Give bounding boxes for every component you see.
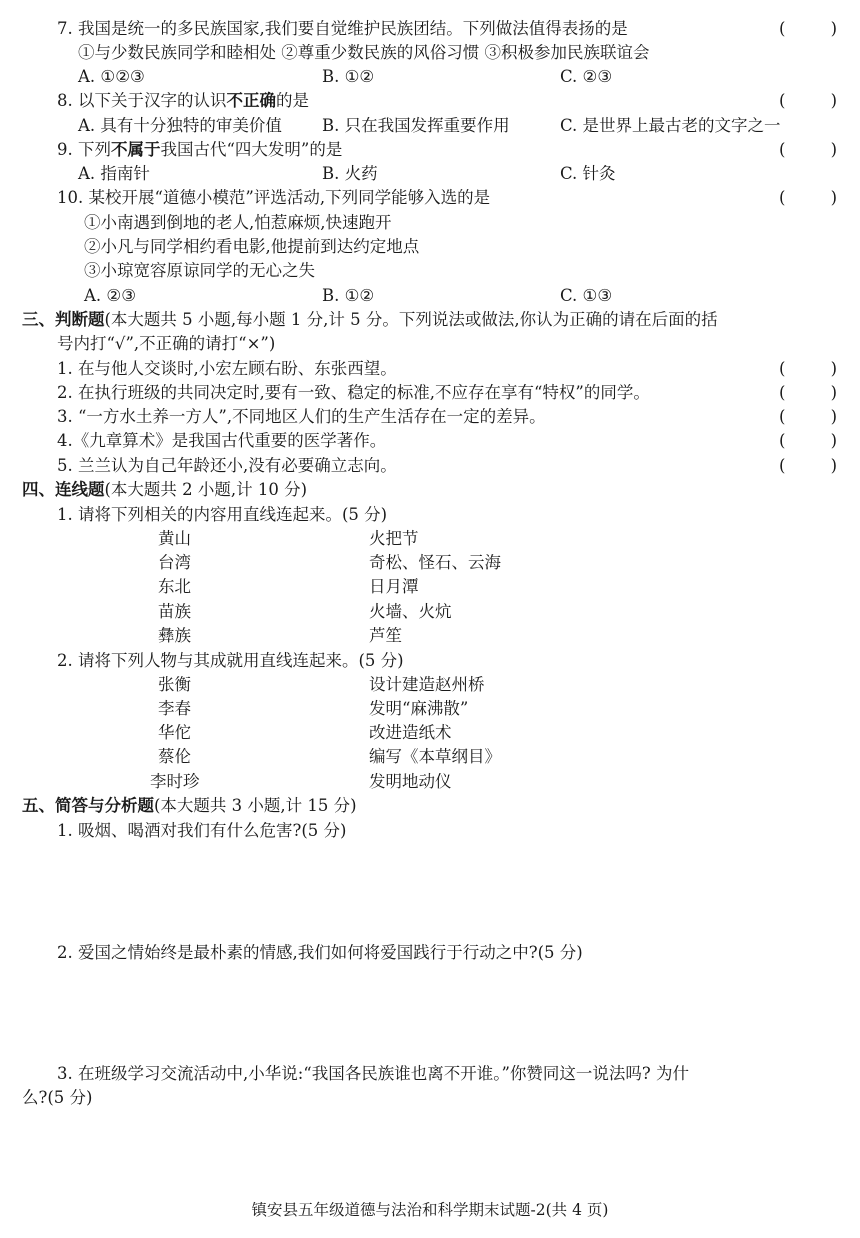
match-2-left-item: 李时珍	[150, 772, 200, 791]
match-1-left-item: 台湾	[158, 553, 191, 572]
q7-items: ①与少数民族同学和睦相处 ②尊重少数民族的风俗习惯 ③积极参加民族联谊会	[78, 43, 650, 62]
judge-2-answer-paren: ( )	[779, 383, 837, 402]
judge-5-answer-paren: ( )	[779, 456, 837, 475]
match-2-prompt: 2. 请将下列人物与其成就用直线连起来。(5 分)	[57, 651, 404, 670]
match-2-right-item: 发明地动仪	[369, 772, 452, 791]
match-1-right-item: 芦笙	[369, 626, 402, 645]
q9-option-b: B. 火药	[322, 164, 378, 183]
match-1-left-item: 黄山	[158, 529, 191, 548]
match-1-right-item: 火把节	[369, 529, 419, 548]
q10-item-1: ①小南遇到倒地的老人,怕惹麻烦,快速跑开	[84, 213, 392, 232]
q8-stem: 8. 以下关于汉字的认识不正确的是	[57, 91, 309, 110]
section-4-header: 四、连线题(本大题共 2 小题,计 10 分)	[22, 480, 308, 499]
q7-stem: 7. 我国是统一的多民族国家,我们要自觉维护民族团结。下列做法值得表扬的是	[57, 19, 628, 38]
match-2-right-item: 设计建造赵州桥	[369, 675, 485, 694]
judge-1-answer-paren: ( )	[779, 359, 837, 378]
q7-option-a: A. ①②③	[78, 67, 145, 86]
short-answer-3-line-1: 3. 在班级学习交流活动中,小华说:“我国各民族谁也离不开谁。”你赞同这一说法吗? 为什	[57, 1064, 690, 1083]
match-1-left-item: 彝族	[158, 626, 191, 645]
q7-answer-paren: ( )	[779, 19, 837, 38]
match-2-left-item: 华佗	[158, 723, 191, 742]
q10-answer-paren: ( )	[779, 188, 837, 207]
judge-item-1: 1. 在与他人交谈时,小宏左顾右盼、东张西望。	[57, 359, 397, 378]
q8-answer-paren: ( )	[779, 91, 837, 110]
q10-option-c: C. ①③	[560, 286, 613, 305]
q7-option-c: C. ②③	[560, 67, 613, 86]
section-5-header: 五、简答与分析题(本大题共 3 小题,计 15 分)	[22, 796, 357, 815]
q9-answer-paren: ( )	[779, 140, 837, 159]
match-1-left-item: 东北	[158, 577, 191, 596]
q9-option-c: C. 针灸	[560, 164, 616, 183]
page-footer: 镇安县五年级道德与法治和科学期末试题-2(共 4 页)	[251, 1201, 609, 1219]
q10-option-a: A. ②③	[84, 286, 136, 305]
q8-option-c: C. 是世界上最古老的文字之一	[560, 116, 781, 135]
judge-item-3: 3. “一方水土养一方人”,不同地区人们的生产生活存在一定的差异。	[57, 407, 546, 426]
q8-option-b: B. 只在我国发挥重要作用	[322, 116, 510, 135]
q10-item-2: ②小凡与同学相约看电影,他提前到达约定地点	[84, 237, 420, 256]
q7-option-b: B. ①②	[322, 67, 375, 86]
match-1-right-item: 日月潭	[369, 577, 419, 596]
judge-3-answer-paren: ( )	[779, 407, 837, 426]
short-answer-3-line-2: 么?(5 分)	[22, 1088, 93, 1107]
q10-stem: 10. 某校开展“道德小模范”评选活动,下列同学能够入选的是	[57, 188, 491, 207]
q9-option-a: A. 指南针	[78, 164, 150, 183]
match-2-right-item: 改进造纸术	[369, 723, 452, 742]
section-3-header: 三、判断题(本大题共 5 小题,每小题 1 分,计 5 分。下列说法或做法,你认为正确的请在后面的括	[22, 310, 718, 329]
section-3-instructions: 号内打“√”,不正确的请打“×”)	[57, 334, 276, 353]
judge-item-2: 2. 在执行班级的共同决定时,要有一致、稳定的标准,不应存在享有“特权”的同学。	[57, 383, 650, 402]
match-2-right-item: 编写《本草纲目》	[369, 747, 501, 766]
match-2-left-item: 张衡	[158, 675, 191, 694]
match-1-right-item: 奇松、怪石、云海	[369, 553, 501, 572]
match-1-prompt: 1. 请将下列相关的内容用直线连起来。(5 分)	[57, 505, 388, 524]
q8-option-a: A. 具有十分独特的审美价值	[78, 116, 282, 135]
judge-4-answer-paren: ( )	[779, 431, 837, 450]
match-2-right-item: 发明“麻沸散”	[369, 699, 469, 718]
match-2-left-item: 李春	[158, 699, 191, 718]
q10-item-3: ③小琼宽容原谅同学的无心之失	[84, 261, 315, 280]
q9-stem: 9. 下列不属于我国古代“四大发明”的是	[57, 140, 343, 159]
short-answer-1: 1. 吸烟、喝酒对我们有什么危害?(5 分)	[57, 821, 347, 840]
match-1-right-item: 火墙、火炕	[369, 602, 452, 621]
q10-option-b: B. ①②	[322, 286, 375, 305]
match-2-left-item: 蔡伦	[158, 747, 191, 766]
judge-item-4: 4.《九章算术》是我国古代重要的医学著作。	[57, 431, 387, 450]
short-answer-2: 2. 爱国之情始终是最朴素的情感,我们如何将爱国践行于行动之中?(5 分)	[57, 943, 583, 962]
match-1-left-item: 苗族	[158, 602, 191, 621]
judge-item-5: 5. 兰兰认为自己年龄还小,没有必要确立志向。	[57, 456, 397, 475]
